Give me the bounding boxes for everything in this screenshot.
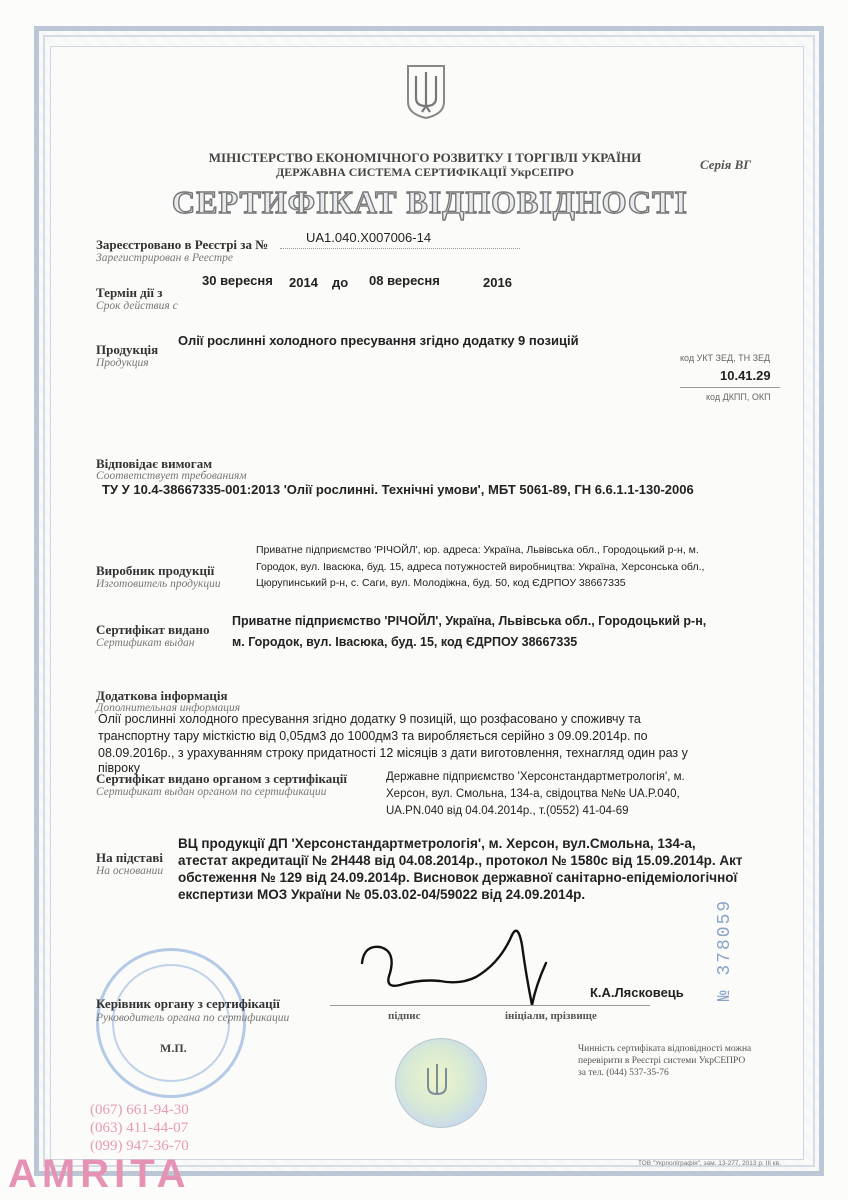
issued-to-label: Сертифікат видано <box>96 622 210 637</box>
registration-number: UA1.040.X007006-14 <box>306 230 432 245</box>
series-label: Серія ВГ <box>700 157 752 172</box>
registration-label-ru: Зарегистрирован в Реестре <box>96 252 233 264</box>
basis-line-3: обстеження № 129 від 24.09.2014р. Висновок державної санітарно-епідеміологічної <box>178 870 738 885</box>
additional-info-line-3: 08.09.2016р., з урахуванням строку придатності 12 місяців з дати виготовлення, технагляд один раз у <box>98 746 688 760</box>
product-code-label: код УКТ ЗЕД, ТН ЗЕД <box>680 353 771 363</box>
product-code-underline <box>680 387 780 388</box>
amrita-brand-watermark: AMRITA <box>8 1152 191 1196</box>
basis-label-ru: На основании <box>96 865 164 877</box>
additional-info-line-4: півроку <box>98 761 140 775</box>
ministry-title: МІНІСТЕРСТВО ЕКОНОМІЧНОГО РОЗВИТКУ І ТОРГІВЛІ УКРАЇНИ <box>208 150 642 165</box>
signature-underline <box>330 1005 650 1006</box>
requirements-label: Відповідає вимогам <box>96 456 213 471</box>
requirements-label-ru: Соответствует требованиям <box>96 470 247 482</box>
overlay-phone-2: (063) 411-44-07 <box>90 1120 189 1136</box>
product-code-label-2: код ДКПП, ОКП <box>706 392 771 402</box>
validity-label-ru: Срок действия с <box>96 300 178 312</box>
registration-underline <box>280 248 520 249</box>
additional-info-label: Додаткова інформація <box>96 688 228 703</box>
certification-body-line-2: Херсон, вул. Смольна, 134-а, свідоцтва №№ UA.P.040, <box>386 788 680 800</box>
manufacturer-line-2: Городок, вул. Івасюка, буд. 15, адреса потужностей виробництва: Україна, Херсонська обл., <box>256 561 705 573</box>
validity-to-date: 08 вересня <box>369 273 440 288</box>
validity-label: Термін дії з <box>96 285 163 300</box>
certificate-title: СЕРТИФІКАТ ВІДПОВІДНОСТІ <box>172 184 688 220</box>
requirements-value: ТУ У 10.4-38667335-001:2013 'Олії рослинні. Технічні умови', МБТ 5061-89, ГН 6.6.1.1-130-2006 <box>102 482 694 497</box>
product-label-ru: Продукция <box>96 357 149 369</box>
seal-place-label: М.П. <box>160 1041 187 1055</box>
signatory-name: К.А.Лясковець <box>590 985 684 1000</box>
registry-check-line-1: Чинність сертифіката відповідності можна <box>578 1044 752 1054</box>
manufacturer-label: Виробник продукції <box>96 563 215 578</box>
head-of-body-label: Керівник органу з сертифікації <box>96 996 280 1011</box>
registration-label: Зареєстровано в Реєстрі за № <box>96 237 269 252</box>
manufacturer-label-ru: Изготовитель продукции <box>96 578 221 590</box>
registry-check-line-2: перевірити в Реєстрі системи УкрСЕПРО <box>578 1056 746 1066</box>
additional-info-line-1: Олії рослинні холодного пресування згідно додатку 9 позицій, що розфасовано у споживчу та <box>98 712 641 726</box>
overlay-phone-1: (067) 661-94-30 <box>90 1102 189 1118</box>
validity-to-word: до <box>332 275 349 290</box>
additional-info-label-ru: Дополнительная информация <box>96 702 241 714</box>
serial-number: № 378059 <box>715 898 735 1002</box>
validity-from-year: 2014 <box>289 275 318 290</box>
issued-to-label-ru: Сертификат выдан <box>96 637 195 649</box>
issued-to-line-1: Приватне підприємство 'РІЧОЙЛ', Україна, Львівська обл., Городоцький р-н, <box>232 614 707 628</box>
certification-body-label-ru: Сертификат выдан органом по сертификации <box>96 786 327 798</box>
product-label: Продукція <box>96 342 159 357</box>
overlay-phone-3: (099) 947-36-70 <box>90 1138 189 1154</box>
printer-imprint: ТОВ "Укрполіграфія", зам. 13-277, 2013 р. ІІІ кв. <box>638 1160 781 1167</box>
sign-caption: підпис <box>388 1010 421 1022</box>
validity-to-year: 2016 <box>483 275 512 290</box>
certification-system: ДЕРЖАВНА СИСТЕМА СЕРТИФІКАЦІЇ УкрСЕПРО <box>276 165 574 179</box>
basis-line-1: ВЦ продукції ДП 'Херсонстандартметрологія', м. Херсон, вул.Смольна, 134-а, <box>178 836 696 851</box>
certification-body-line-3: UA.PN.040 від 04.04.2014р., т.(0552) 41-04-69 <box>386 805 629 817</box>
additional-info-line-2: транспортну тару місткістю від 0,05дм3 до 1000дм3 та виробляється серійно з 09.09.2014р. по <box>98 729 648 743</box>
basis-line-4: експертизи МОЗ України № 05.03.02-04/59022 від 24.09.2014р. <box>178 887 586 902</box>
product-value: Олії рослинні холодного пресування згідно додатку 9 позицій <box>178 333 579 348</box>
product-code: 10.41.29 <box>720 368 771 383</box>
registry-check-line-3: за тел. (044) 537-35-76 <box>578 1068 669 1078</box>
handwritten-signature <box>350 905 570 1015</box>
issued-to-line-2: м. Городок, вул. Івасюка, буд. 15, код ЄДРПОУ 38667335 <box>232 635 578 649</box>
certification-body-label: Сертифікат видано органом з сертифікації <box>96 771 347 786</box>
certification-body-line-1: Державне підприємство 'Херсонстандартметрологія', м. <box>386 771 685 783</box>
hologram-trident-icon <box>422 1060 452 1102</box>
manufacturer-line-3: Цюрупинський р-н, с. Саги, вул. Молодіжна, буд. 50, код ЄДРПОУ 38667335 <box>256 577 626 589</box>
validity-from-date: 30 вересня <box>202 273 273 288</box>
basis-line-2: атестат акредитації № 2Н448 від 04.08.2014р., протокол № 1580с від 15.09.2014р. Акт <box>178 853 743 868</box>
trident-emblem <box>404 62 448 120</box>
basis-label: На підставі <box>96 850 163 865</box>
head-of-body-label-ru: Руководитель органа по сертификации <box>96 1012 290 1024</box>
initials-caption: ініціали, прізвище <box>505 1010 597 1022</box>
manufacturer-line-1: Приватне підприємство 'РІЧОЙЛ', юр. адреса: Україна, Львівська обл., Городоцький р-н, м. <box>256 544 699 556</box>
